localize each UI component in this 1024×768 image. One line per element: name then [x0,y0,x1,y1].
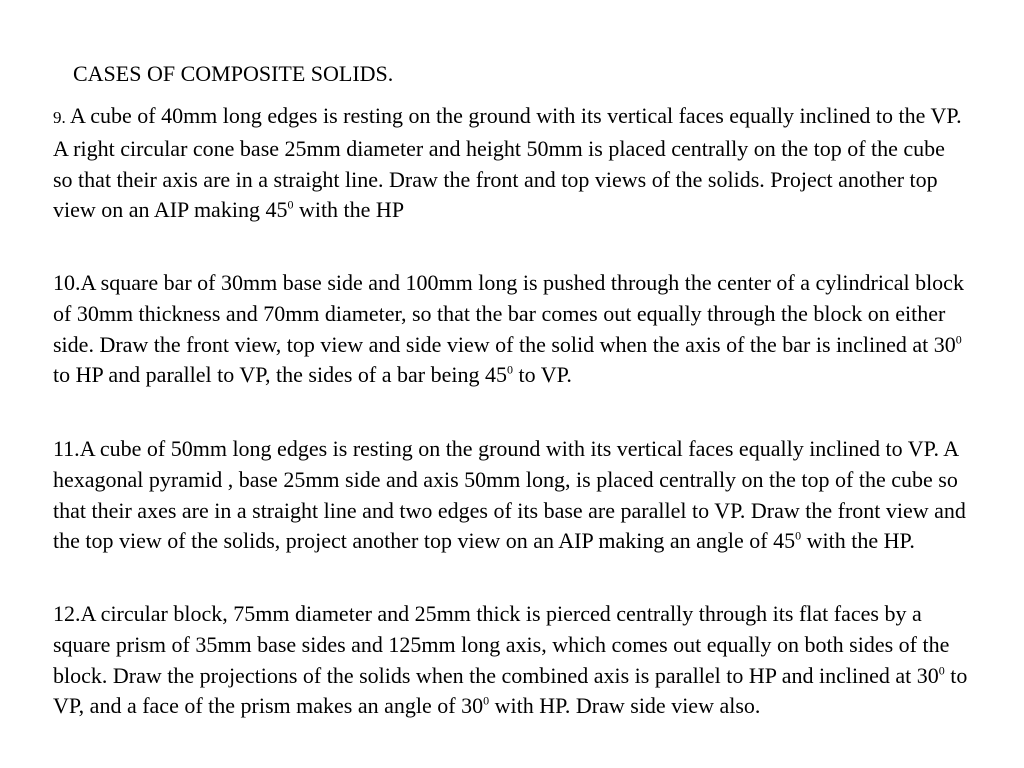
problem-number: 12. [53,601,81,626]
problem-10 [53,268,968,391]
degree-superscript: 0 [938,663,945,678]
problem-number: 10. [53,270,81,295]
problem-number: 11. [53,436,80,461]
problem-text: to HP and parallel to VP, the sides of a bar being 45 [53,362,507,388]
problem-number: 9. [53,108,66,127]
problem-text: A square bar of 30mm base side and 100mm long is pushed through the center of a cylindrical block of 30mm thickness and 70mm diameter, so that the bar comes out equally through the block on either side. Draw the front view, top view and side view of the solid when the axis of the bar is inclined at 30 [53,270,964,357]
degree-superscript: 0 [795,529,802,544]
problem-text: A cube of 50mm long edges is resting on the ground with its vertical faces equally inclined to VP. A hexagonal pyramid , base 25mm side and axis 50mm long, is placed centrally on the top of the cube so that their axes are in a straight line and two edges of its base are parallel to VP. Draw the front view and the top view of the solids, project another top view on an AIP making an angle of 45 [53,436,966,554]
problem-text: A cube of 40mm long edges is resting on the ground with its vertical faces equally inclined to the VP. A right circular cone base 25mm diameter and height 50mm is placed centrally on the top of the cube so that their axis are in a straight line. Draw the front and top views of the solids. Project another top view on an AIP making 45 [53,103,962,223]
degree-superscript: 0 [506,363,513,378]
problem-text: A circular block, 75mm diameter and 25mm thick is pierced centrally through its flat faces by a square prism of 35mm base sides and 125mm long axis, which comes out equally on both sides of the block. Draw the projections of the solids when the combined axis is parallel to HP and inclined at 30 [53,601,950,688]
problem-11 [53,434,968,557]
problem-text: with HP. Draw side view also. [489,693,761,719]
degree-superscript: 0 [483,694,490,709]
slide-title: CASES OF COMPOSITE SOLIDS. [73,61,394,86]
problem-text: with the HP [293,197,405,223]
problem-text: with the HP. [801,528,915,554]
degree-superscript: 0 [955,332,962,347]
degree-superscript: 0 [287,198,294,213]
problem-9 [53,101,968,226]
problem-text: to VP, and a face of the prism makes an angle of 30 [53,662,968,719]
problem-text: to VP. [512,362,572,388]
problem-12 [53,599,968,722]
